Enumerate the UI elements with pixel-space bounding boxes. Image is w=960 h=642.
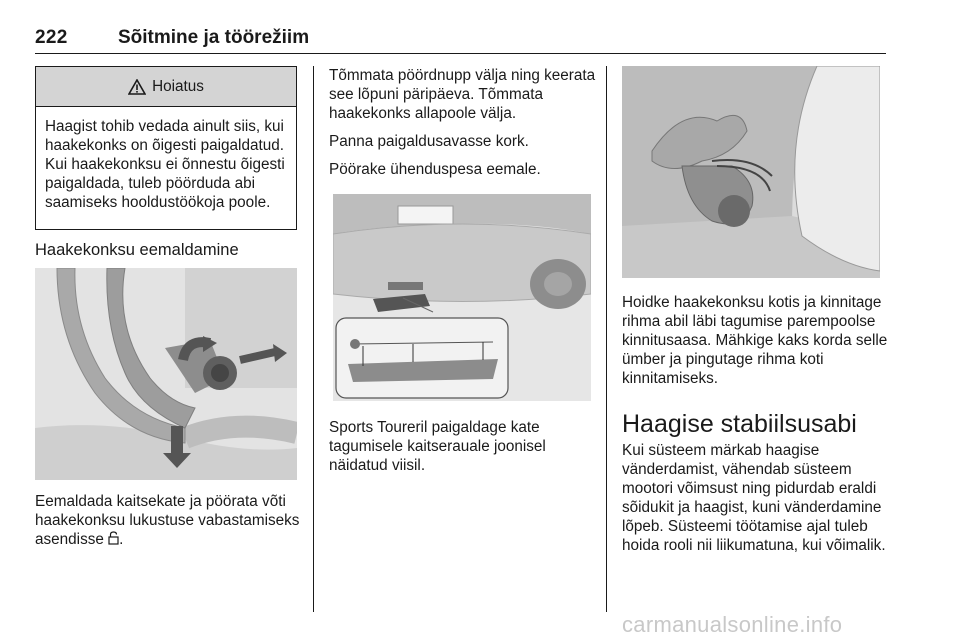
column-2-caption [329, 418, 599, 484]
section-heading-removal: Haakekonksu eemaldamine [35, 241, 239, 259]
watermark: carmanualsonline.info [622, 612, 843, 637]
warning-text: Haagist tohib vedada ainult siis, kui haakekonks on õigesti paigaldatud. Kui haakekonksu ei õnnestu õigesti paigaldada, tuleb pöörduda abi saamiseks hooldustöökoja poole. [45, 118, 285, 211]
removal-caption-end: . [119, 531, 124, 548]
column-2-text [329, 66, 599, 188]
removal-caption-text: Eemaldada kaitsekate ja pöörata võti haakekonksu lukustuse vabastamiseks asendisse [35, 493, 300, 548]
warning-title: Hoiatus [152, 77, 204, 95]
column-3-text [622, 293, 892, 564]
illustration-rear-bumper-cover [333, 194, 591, 401]
page-title: Sõitmine ja töörežiim [118, 27, 310, 48]
section-removal-heading-wrap [35, 241, 300, 260]
warning-box [35, 66, 297, 230]
page-number: 222 [35, 27, 68, 48]
paragraph-insert-plug: Panna paigaldusavasse kork. [329, 133, 529, 150]
warning-header [36, 67, 296, 107]
paragraph-sports-tourer: Sports Toureril paigaldage kate tagumisele kaitserauale joonisel näidatud viisil. [329, 419, 546, 474]
paragraph-pull-knob: Tõmmata pöördnupp välja ning keerata see lõpuni päripäeva. Tõmmata haakekonks allapoole välja. [329, 67, 596, 122]
paragraph-trailer-stability: Kui süsteem märkab haagise vänderdamist, vähendab süsteem mootori võimsust ning pidurdab eraldi sõidukit ja haagist, kuni vänderdamine lõpeb. Süsteemi töötamise ajal tuleb hoida rooli nii liikumatuna, kui võimalik. [622, 442, 886, 554]
header-rule [35, 53, 886, 54]
column-divider-2 [606, 66, 607, 612]
warning-triangle-icon [128, 79, 146, 95]
unlocked-padlock-icon [108, 531, 119, 545]
removal-caption [35, 492, 303, 558]
section-heading-trailer-stability: Haagise stabiilsusabi [622, 410, 857, 438]
paragraph-turn-socket: Pöörake ühenduspesa eemale. [329, 161, 541, 178]
illustration-hitch-stowed-in-bag [622, 66, 880, 278]
paragraph-stow-hitch: Hoidke haakekonksu kotis ja kinnitage rihma abil läbi tagumise parempoolse kinnitusaasa. Mähkige kaks korda selle ümber ja pingutage rihma koti kinnitamiseks. [622, 294, 888, 387]
illustration-tow-hitch-removal [35, 268, 297, 480]
column-divider-1 [313, 66, 314, 612]
